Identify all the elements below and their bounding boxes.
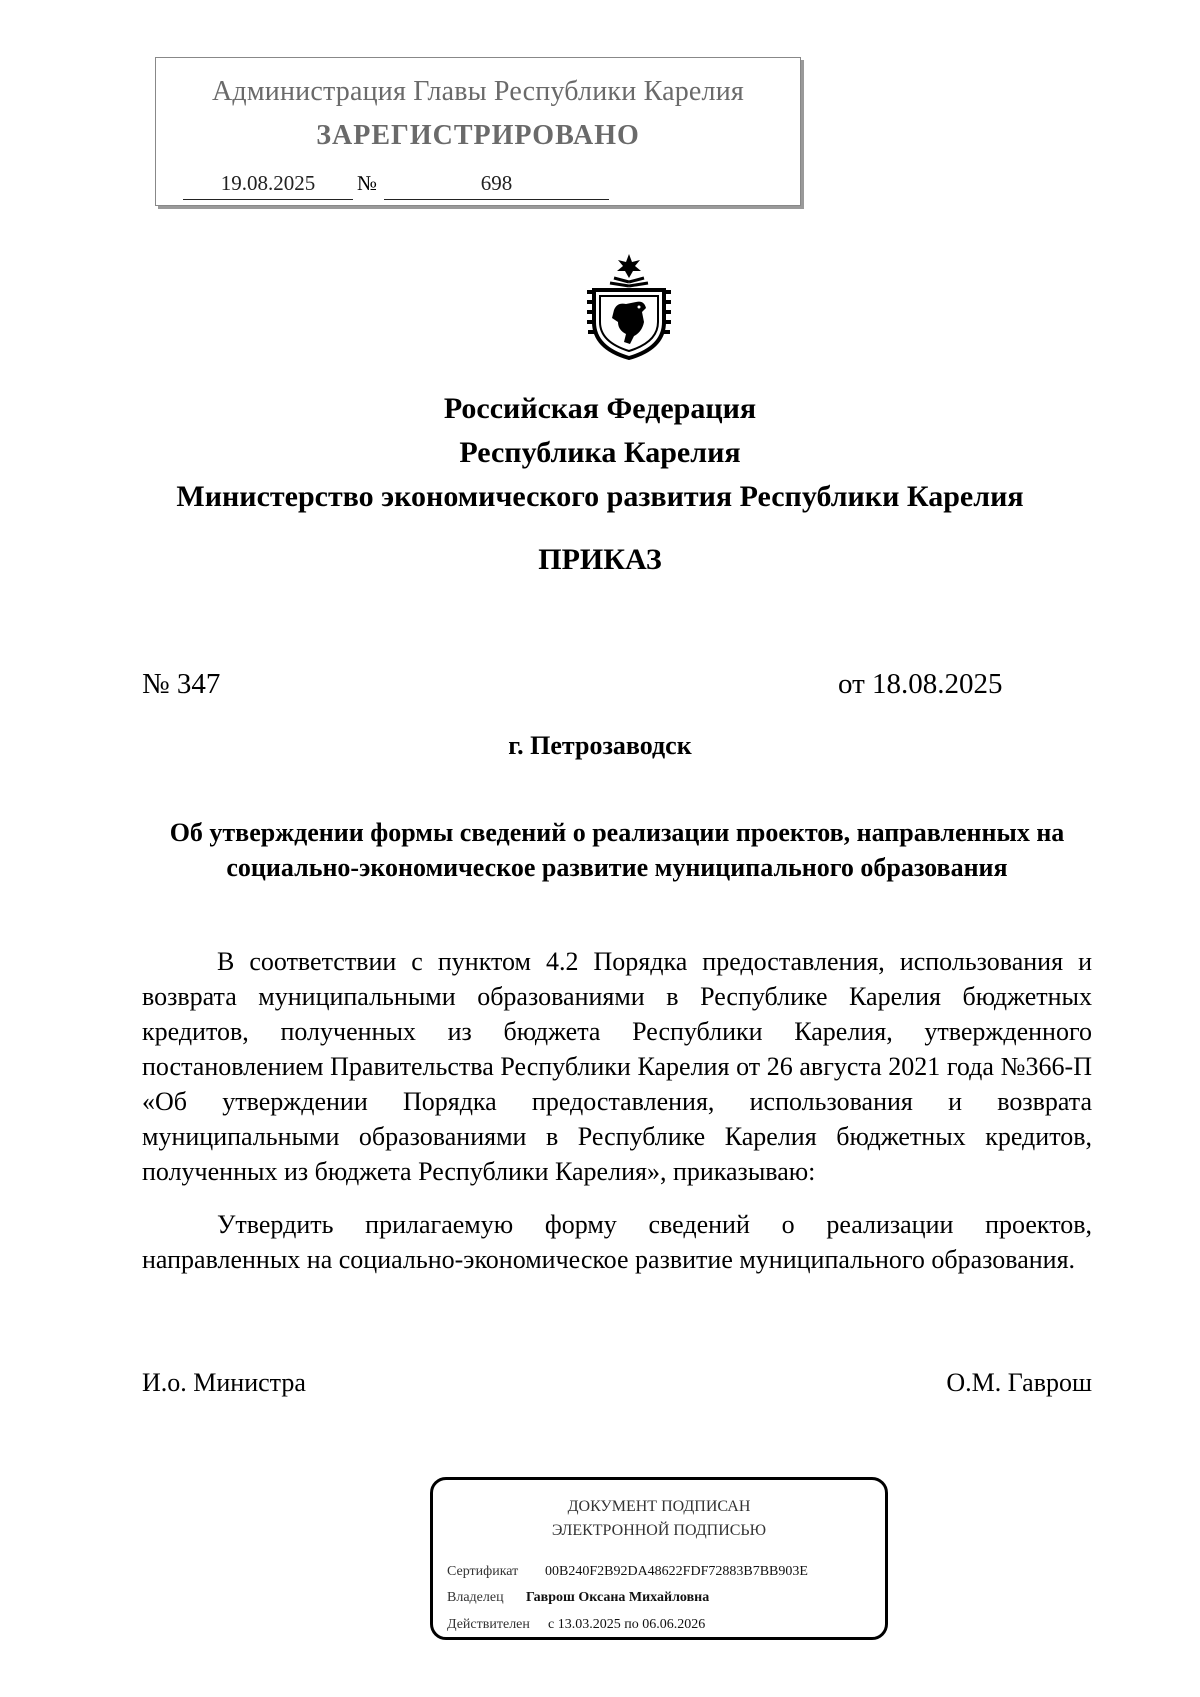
electronic-signature-stamp <box>430 1477 888 1640</box>
document-subject: Об утверждении формы сведений о реализации проектов, направленных на социально-экономическое развитие муниципального образования <box>169 818 1065 882</box>
body-paragraph-2: Утвердить прилагаемую форму сведений о реализации проектов, направленных на социально-экономическое развитие муниципального образования. <box>142 1210 1092 1274</box>
esig-validity-label: Действителен <box>447 1617 530 1632</box>
order-city: г. Петрозаводск <box>508 731 692 760</box>
header-ministry: Министерство экономического развития Республики Карелия <box>176 480 1024 513</box>
order-date: от 18.08.2025 <box>838 668 1003 700</box>
registration-issuer: Администрация Главы Республики Карелия <box>212 76 744 107</box>
registration-status: ЗАРЕГИСТРИРОВАНО <box>316 120 640 151</box>
order-number: № 347 <box>142 668 221 700</box>
esig-validity-value: с 13.03.2025 по 06.06.2026 <box>548 1617 706 1632</box>
registration-date: 19.08.2025 <box>183 171 353 200</box>
esig-title-line-2: ЭЛЕКТРОННОЙ ПОДПИСЬЮ <box>551 1522 767 1539</box>
signatory-name: О.М. Гаврош <box>946 1368 1092 1397</box>
esig-certificate-label: Сертификат <box>447 1564 519 1579</box>
document-type: ПРИКАЗ <box>538 543 662 576</box>
header-country: Российская Федерация <box>443 392 757 425</box>
esig-owner-label: Владелец <box>447 1590 504 1605</box>
signatory-position: И.о. Министра <box>142 1368 306 1397</box>
registration-number: 698 <box>384 171 609 200</box>
esig-owner-value: Гаврош Оксана Михайловна <box>526 1590 710 1605</box>
registration-number-label: № <box>357 171 378 195</box>
esig-title-line-1: ДОКУМЕНТ ПОДПИСАН <box>567 1498 751 1515</box>
karelia-coat-of-arms-icon <box>584 252 674 360</box>
esig-certificate-value: 00B240F2B92DA48622FDF72883B7BB903E <box>545 1564 808 1579</box>
registration-stamp <box>155 57 801 206</box>
header-republic: Республика Карелия <box>459 436 741 469</box>
body-paragraph-1: В соответствии с пунктом 4.2 Порядка предоставления, использования и возврата муниципальными образованиями в Республике Карелия бюджетных кредитов, полученных из бюджета Республики Карелия, утвержденного постановлением Правительства Республики Карелия от 26 августа 2021 года №366-П «Об утверждении Порядка предоставления, использования и возврата муниципальными образованиями в Республике Карелия бюджетных кредитов, полученных из бюджета Республики Карелия», приказываю: <box>142 947 1092 1186</box>
